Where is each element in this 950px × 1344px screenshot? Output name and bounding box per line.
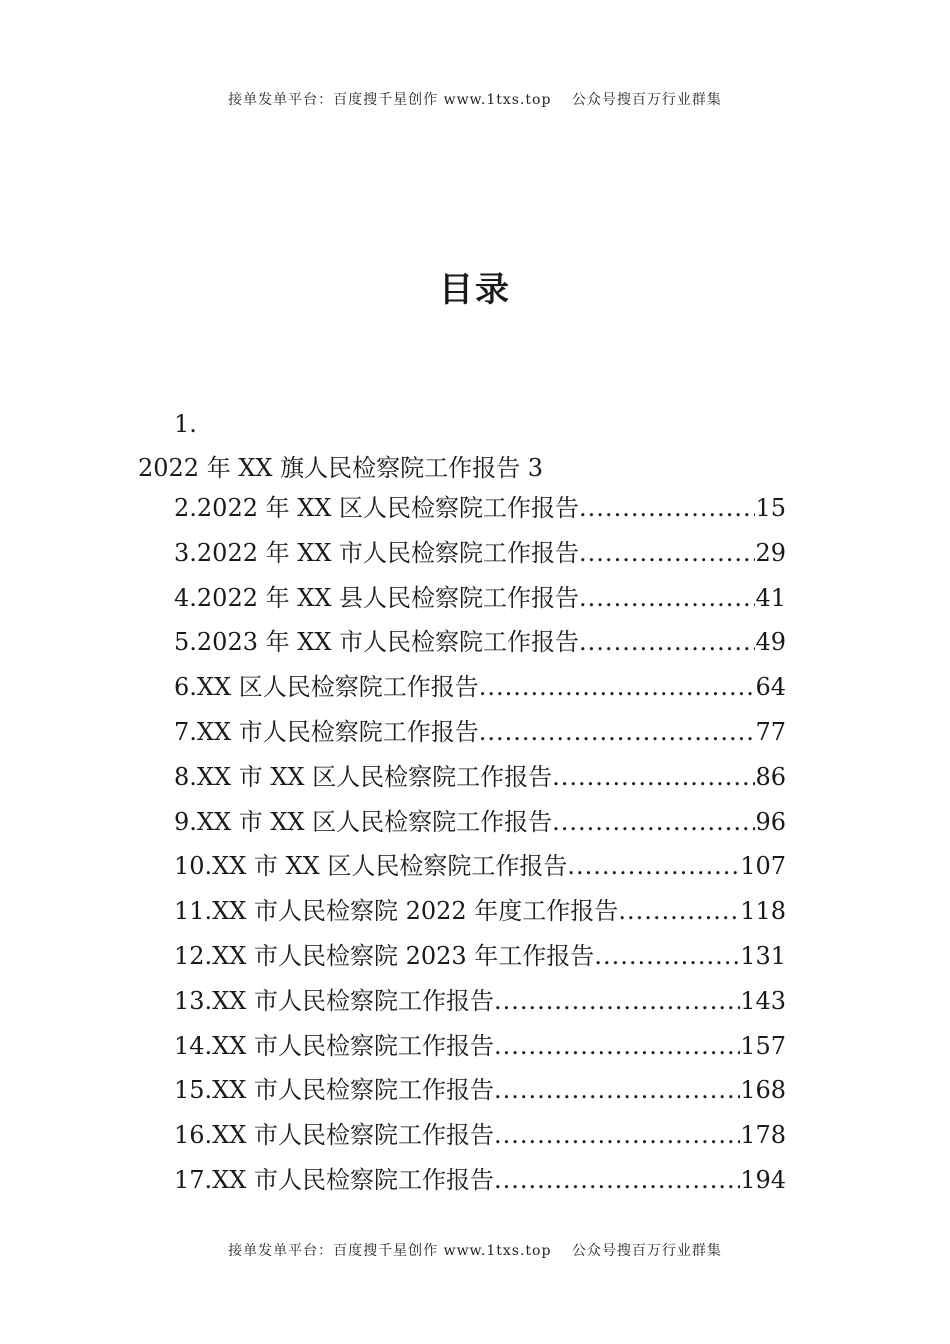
toc-entry[interactable] [174, 576, 786, 621]
toc-page-number: 49 [755, 628, 786, 657]
toc-page-number: 168 [740, 1076, 786, 1105]
toc-entry-label: 2.2022 年 XX 区人民检察院工作报告 [174, 494, 580, 522]
toc-entry[interactable] [174, 800, 786, 845]
toc-entry[interactable] [174, 486, 786, 531]
page-footer-note: 接单发单平台：百度搜千星创作 www.1txs.top 公众号搜百万行业群集 [228, 1243, 722, 1259]
dot-leader [579, 531, 755, 576]
toc-page-number: 194 [740, 1165, 786, 1194]
toc-page-number: 131 [740, 941, 786, 970]
toc-entry-label: 16.XX 市人民检察院工作报告 [174, 1121, 494, 1150]
dot-leader [579, 576, 755, 621]
toc-entry[interactable] [174, 979, 786, 1024]
toc-entry[interactable] [174, 620, 786, 665]
dot-leader [567, 844, 740, 889]
dot-leader [552, 755, 755, 800]
toc-entry-label: 9.XX 市 XX 区人民检察院工作报告 [174, 807, 553, 836]
toc-entry-label: 5.2023 年 XX 市人民检察院工作报告 [174, 628, 580, 657]
toc-entry[interactable] [174, 1158, 786, 1203]
dot-leader [479, 665, 756, 710]
toc-page-number: 107 [740, 852, 786, 881]
toc-entry[interactable] [174, 531, 786, 576]
toc-entry-label: 2022 年 XX 旗人民检察院工作报告 3 [138, 454, 544, 482]
dot-leader [579, 486, 755, 531]
dot-leader [579, 620, 755, 665]
toc-entry-label: 14.XX 市人民检察院工作报告 [174, 1031, 494, 1060]
page-title: 目录 [439, 270, 511, 310]
toc-page-number: 15 [755, 494, 786, 522]
toc-page-number: 77 [755, 717, 786, 746]
toc-page-number: 178 [740, 1121, 786, 1150]
toc-entry[interactable] [174, 934, 786, 979]
toc-page-number: 86 [755, 762, 786, 791]
dot-leader [494, 1024, 740, 1069]
toc-entry-number: 1. [174, 410, 197, 438]
toc-entry-label: 12.XX 市人民检察院 2023 年工作报告 [174, 941, 595, 970]
dot-leader [494, 979, 740, 1024]
toc-entry[interactable] [174, 1068, 786, 1113]
dot-leader [618, 889, 740, 934]
toc-page-number: 41 [755, 583, 786, 612]
dot-leader [494, 1068, 740, 1113]
toc-entry-label: 7.XX 市人民检察院工作报告 [174, 717, 479, 746]
dot-leader [494, 1113, 740, 1158]
toc-entry-label: 17.XX 市人民检察院工作报告 [174, 1165, 494, 1194]
toc-entry[interactable] [174, 844, 786, 889]
dot-leader [479, 710, 756, 755]
toc-page-number: 157 [740, 1031, 786, 1060]
toc-page-number: 118 [740, 897, 786, 926]
toc-page-number: 64 [755, 673, 786, 702]
page-header-note: 接单发单平台：百度搜千星创作 www.1txs.top 公众号搜百万行业群集 [228, 92, 722, 108]
toc-entry-1[interactable] [138, 402, 543, 490]
toc-entry[interactable] [174, 755, 786, 800]
dot-leader [594, 934, 740, 979]
toc-page-number: 143 [740, 986, 786, 1015]
toc-page-number: 29 [755, 538, 786, 567]
dot-leader [552, 800, 755, 845]
toc-entry-label: 13.XX 市人民检察院工作报告 [174, 986, 494, 1015]
toc-entry[interactable] [174, 1024, 786, 1069]
toc-entry-label: 4.2022 年 XX 县人民检察院工作报告 [174, 583, 580, 612]
toc-entry-label: 15.XX 市人民检察院工作报告 [174, 1076, 494, 1105]
toc-entry-label: 6.XX 区人民检察院工作报告 [174, 673, 479, 702]
toc-entry[interactable] [174, 1113, 786, 1158]
toc-entry[interactable] [174, 710, 786, 755]
dot-leader [494, 1158, 740, 1203]
toc-entry-label: 11.XX 市人民检察院 2022 年度工作报告 [174, 897, 619, 926]
toc-entry-label: 8.XX 市 XX 区人民检察院工作报告 [174, 762, 553, 791]
toc-entry[interactable] [174, 889, 786, 934]
toc-entry[interactable] [174, 665, 786, 710]
toc-page-number: 96 [755, 807, 786, 836]
table-of-contents [174, 486, 786, 1203]
toc-entry-label: 10.XX 市 XX 区人民检察院工作报告 [174, 852, 568, 881]
toc-entry-label: 3.2022 年 XX 市人民检察院工作报告 [174, 538, 580, 567]
